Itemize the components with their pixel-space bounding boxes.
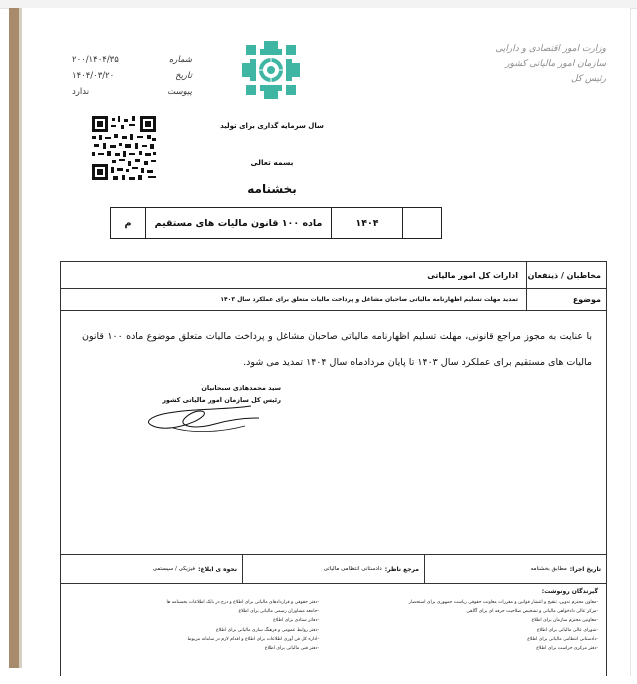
document-page xyxy=(22,8,631,676)
cc-item: -اداره کل فن آوری اطلاعات برای اطلاع و اقدام لازم در سامانه مربوط xyxy=(187,636,319,642)
cc-item: -دفتر مرکزی حراست برای اطلاع xyxy=(536,646,598,652)
ministry-line-1: وزارت امور اقتصادی و دارایی xyxy=(495,44,606,54)
number-row xyxy=(72,52,192,68)
bismillah: بسمه تعالی xyxy=(250,158,294,167)
binder-edge xyxy=(9,8,19,668)
addressee-label: مخاطبان / ذینفعان xyxy=(526,262,606,288)
topic-row xyxy=(61,288,606,311)
cc-item: -دفتر فنی مالیاتی برای اطلاع xyxy=(264,646,319,652)
date-value: ۱۴۰۴/۰۳/۲۰ xyxy=(72,71,115,81)
cc-item: -دفاتر ستادی برای اطلاع xyxy=(273,618,319,624)
ministry-heading xyxy=(486,42,606,87)
letter-meta xyxy=(72,52,192,100)
cc-item: -شورای عالی مالیاتی برای اطلاع xyxy=(536,627,598,633)
header-code: م xyxy=(124,217,132,229)
date-row xyxy=(72,68,192,84)
topic-label: موضوع xyxy=(526,288,606,310)
attachment-label: پیوست xyxy=(167,87,192,97)
qr-code-icon xyxy=(92,116,156,180)
cc-list-left xyxy=(69,598,319,653)
number-value: ۲۰۰/۱۴۰۴/۳۵ xyxy=(72,55,119,65)
document-type: بخشنامه xyxy=(247,182,297,196)
tax-organization-logo-icon xyxy=(242,41,300,99)
notify-cell xyxy=(61,555,242,583)
cc-item: -جامعه مشاوران رسمی مالیاتی برای اطلاع xyxy=(238,609,319,615)
topic-value: تمدید مهلت تسلیم اظهارنامه مالیاتی صاحبان مشاغل و پرداخت مالیات متعلق برای عملکرد سال ۱۴۰۳ xyxy=(220,295,518,303)
notify-label: نحوه ی ابلاغ: xyxy=(198,565,237,573)
year-slogan: سال سرمایه گذاری برای تولید xyxy=(220,122,324,130)
monitor-cell xyxy=(242,555,424,583)
number-label: شماره xyxy=(168,55,192,65)
date-label: تاریخ xyxy=(175,71,192,81)
cc-item: -مرکز عالی دادخواهی مالیاتی و تشخیص صلاحیت حرفه ای برای آگاهی xyxy=(466,609,598,615)
execution-info-row xyxy=(61,554,606,584)
circular-header-table xyxy=(110,207,442,239)
exec-date-value: مطابق بخشنامه xyxy=(530,566,567,572)
handwritten-signature-icon xyxy=(133,388,263,438)
monitor-label: مرجع ناظر: xyxy=(384,565,419,573)
ministry-line-3: رئیس کل xyxy=(570,74,606,84)
signer-name: سید محمدهادی سبحانیان xyxy=(201,384,281,392)
circular-body-box xyxy=(60,261,607,676)
cc-item: -دفتر روابط عمومی و فرهنگ سازی مالیاتی برای اطلاع xyxy=(216,627,319,633)
signer-title: رئیس کل سازمان امور مالیاتی کشور xyxy=(162,396,281,404)
exec-date-cell xyxy=(424,555,606,583)
cc-item: -معاونین محترم سازمان برای اطلاع xyxy=(531,618,598,624)
notify-value: فیزیکی / سیستمی xyxy=(152,566,196,572)
circular-body-text: با عنایت به مجوز مراجع قانونی، مهلت تسلیم اظهارنامه مالیاتی صاحبان مشاغل و پرداخت مالیات متعلق موضوع ماده ۱۰۰ قانون مالیات های مستقیم برای عملکرد سال ۱۴۰۳ تا پایان مردادماه سال ۱۴۰۴ تمدید می شود. xyxy=(82,331,592,368)
header-subject: ماده ۱۰۰ قانون مالیات های مستقیم xyxy=(145,208,331,238)
cc-item: -دفتر حقوقی و قراردادهای مالیاتی برای اطلاع و درج در بانک اطلاعات بخشنامه ها xyxy=(166,600,319,605)
cc-item: -دادستانی انتظامی مالیاتی برای اطلاع xyxy=(527,636,598,642)
ministry-line-2: سازمان امور مالیاتی کشور xyxy=(505,59,606,69)
cc-title: گیرندگان رونوشت: xyxy=(541,588,598,595)
addressee-value: ادارات کل امور مالیاتی xyxy=(427,270,518,280)
header-empty-cell xyxy=(402,208,441,238)
attachment-row xyxy=(72,84,192,100)
monitor-value: دادستانی انتظامی مالیاتی xyxy=(323,566,382,572)
addressee-row xyxy=(61,262,606,289)
header-year: ۱۴۰۴ xyxy=(331,208,402,238)
exec-date-label: تاریخ اجرا: xyxy=(569,565,601,573)
attachment-value: ندارد xyxy=(72,87,90,97)
cc-list-right xyxy=(348,598,598,653)
cc-item: -معاون محترم تدوین، تنقیح و انتشار قوانین و مقررات معاونت حقوقی ریاست جمهوری برای استحضار xyxy=(408,600,598,605)
